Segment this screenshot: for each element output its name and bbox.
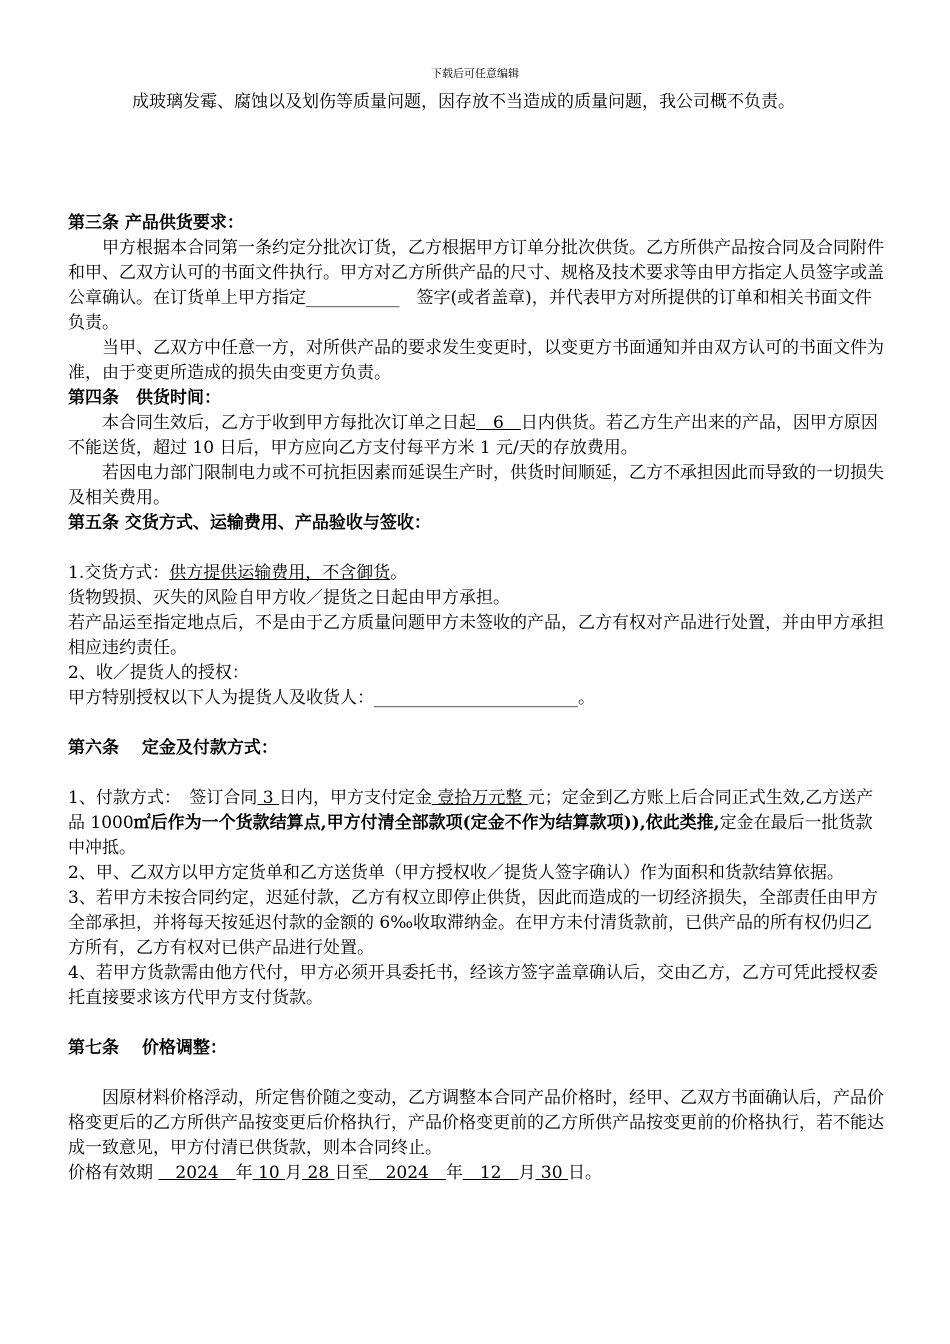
text: 元；定金到乙方账上后合同正式生效,乙方送产品 1000	[68, 788, 874, 833]
end-month: 12	[462, 1163, 519, 1183]
text: 年	[445, 1163, 463, 1183]
text: 甲方根据本合同第一条约定分批次订货，乙方根据甲方订单分批次供货。乙方所供产品按合同及合同附件和甲、乙双方认可的书面文件执行。甲方对乙方所供产品的尺寸、规格及技术要求等由甲方指定人员签字或盖公章确认。在订货单上甲方指定	[68, 238, 884, 308]
section-6-item-2: 2、甲、乙双方以甲方定货单和乙方送货单（甲方授权收／提货人签字确认）作为面积和货款结算依据。	[68, 863, 844, 883]
text: 定金在最后一批货款中冲抵。	[68, 813, 873, 858]
text: 甲方特别授权以下人为提货人及收货人：	[68, 688, 374, 708]
designee-blank: ___________	[306, 288, 400, 308]
text: 日内，甲方支付定金	[278, 788, 432, 808]
text: 日至	[334, 1163, 369, 1183]
section-6-item-3: 3、若甲方未按合同约定，迟延付款，乙方有权立即停止供货，因此而造成的一切经济损失，全部责任由甲方全部承担，并将每天按延迟付款的金额的 6‰收取滞纳金。在甲方未付清货款前，已供产品的所有权仍归乙方所有，乙方有权对已供产品进行处置。	[68, 888, 878, 958]
price-validity	[68, 1161, 888, 1186]
section-4-paragraph-1	[68, 411, 888, 461]
deposit-amount: 壹拾万元整	[431, 788, 528, 808]
section-5-line-5	[68, 686, 888, 711]
section-5-line-4: 2、收／提货人的授权：	[68, 663, 249, 683]
delivery-days: 6	[476, 413, 521, 433]
text: 价格有效期	[68, 1163, 159, 1183]
spacer	[68, 1061, 888, 1086]
section-3-paragraph-1	[68, 236, 888, 336]
section-5-line-2: 货物毁损、灭失的风险自甲方收／提货之日起由甲方承担。	[68, 588, 510, 608]
text: 日内供货。若乙方生产出来的产品，因甲方原因不能送货，超过 10 日后，甲方应向乙方支付每平方米 1 元/天的存放费用。	[68, 413, 878, 458]
text: 本合同生效后，乙方于收到甲方每批次订单之日起	[102, 413, 476, 433]
deposit-days: 3	[257, 788, 279, 808]
text: 。	[390, 563, 408, 583]
page-header: 下载后可任意编辑	[431, 67, 519, 80]
section-3-paragraph-2: 当甲、乙双方中任意一方，对所供产品的要求发生变更时，以变更方书面通知并由双方认可的书面文件为准，由于变更所造成的损失由变更方负责。	[68, 338, 884, 383]
paragraph-continued: 成玻璃发霉、腐蚀以及划伤等质量问题，因存放不当造成的质量问题，我公司概不负责。	[132, 92, 795, 112]
text: 1.交货方式：	[68, 563, 170, 583]
text: 。	[578, 688, 595, 708]
section-5-line-3: 若产品运至指定地点后，不是由于乙方质量问题甲方未签收的产品，乙方有权对产品进行处置，并由甲方承担相应违约责任。	[68, 613, 884, 658]
section-6-title: 第六条 定金及付款方式：	[68, 738, 278, 758]
section-4-paragraph-2: 若因电力部门限制电力或不可抗拒因素而延误生产时，供货时间顺延，乙方不承担因此而导致的一切损失及相关费用。	[68, 463, 884, 508]
spacer	[68, 115, 888, 211]
spacer	[68, 711, 888, 736]
document-body	[68, 90, 888, 1186]
text: 年	[235, 1163, 253, 1183]
section-4-title: 第四条 供货时间：	[68, 388, 221, 408]
end-day: 30	[535, 1163, 568, 1183]
section-7-title: 第七条 价格调整：	[68, 1038, 227, 1058]
section-5-line-1	[68, 561, 888, 586]
section-6-item-1	[68, 786, 888, 861]
spacer	[68, 536, 888, 561]
section-7-paragraph-1: 因原材料价格浮动，所定售价随之变动，乙方调整本合同产品价格时，经甲、乙双方书面确认后，产品价格变更后的乙方所供产品按变更后价格执行，产品价格变更前的乙方所供产品按变更前的价格执行，若不能达成一致意见，甲方付清已供货款，则本合同终止。	[68, 1088, 884, 1158]
text: 签字(或者盖章)，并代表甲方对所提供的订单和相关书面文件负责。	[68, 288, 872, 333]
text: 日。	[567, 1163, 602, 1183]
delivery-method: 供方提供运输费用，不含御货	[169, 563, 391, 583]
receiver-blank: ________________________	[374, 688, 578, 708]
end-year: 2024	[368, 1163, 446, 1183]
section-6-item-4: 4、若甲方货款需由他方代付，甲方必须开具委托书，经该方签字盖章确认后，交由乙方，乙方可凭此授权委托直接要求该方代甲方支付货款。	[68, 963, 878, 1008]
spacer	[68, 761, 888, 786]
text: 1、付款方式： 签订合同	[68, 788, 258, 808]
text: 月	[518, 1163, 536, 1183]
start-month: 10	[252, 1163, 286, 1183]
section-3-title: 第三条 产品供货要求：	[68, 213, 244, 233]
settlement-terms: ㎡后作为一个货款结算点,甲方付清全部款项(定金不作为结算款项)),依此类推,	[133, 813, 720, 833]
section-5-title: 第五条 交货方式、运输费用、产品验收与签收：	[68, 513, 431, 533]
start-year: 2024	[158, 1163, 236, 1183]
text: 月	[285, 1163, 303, 1183]
start-day: 28	[302, 1163, 335, 1183]
spacer	[68, 1011, 888, 1036]
